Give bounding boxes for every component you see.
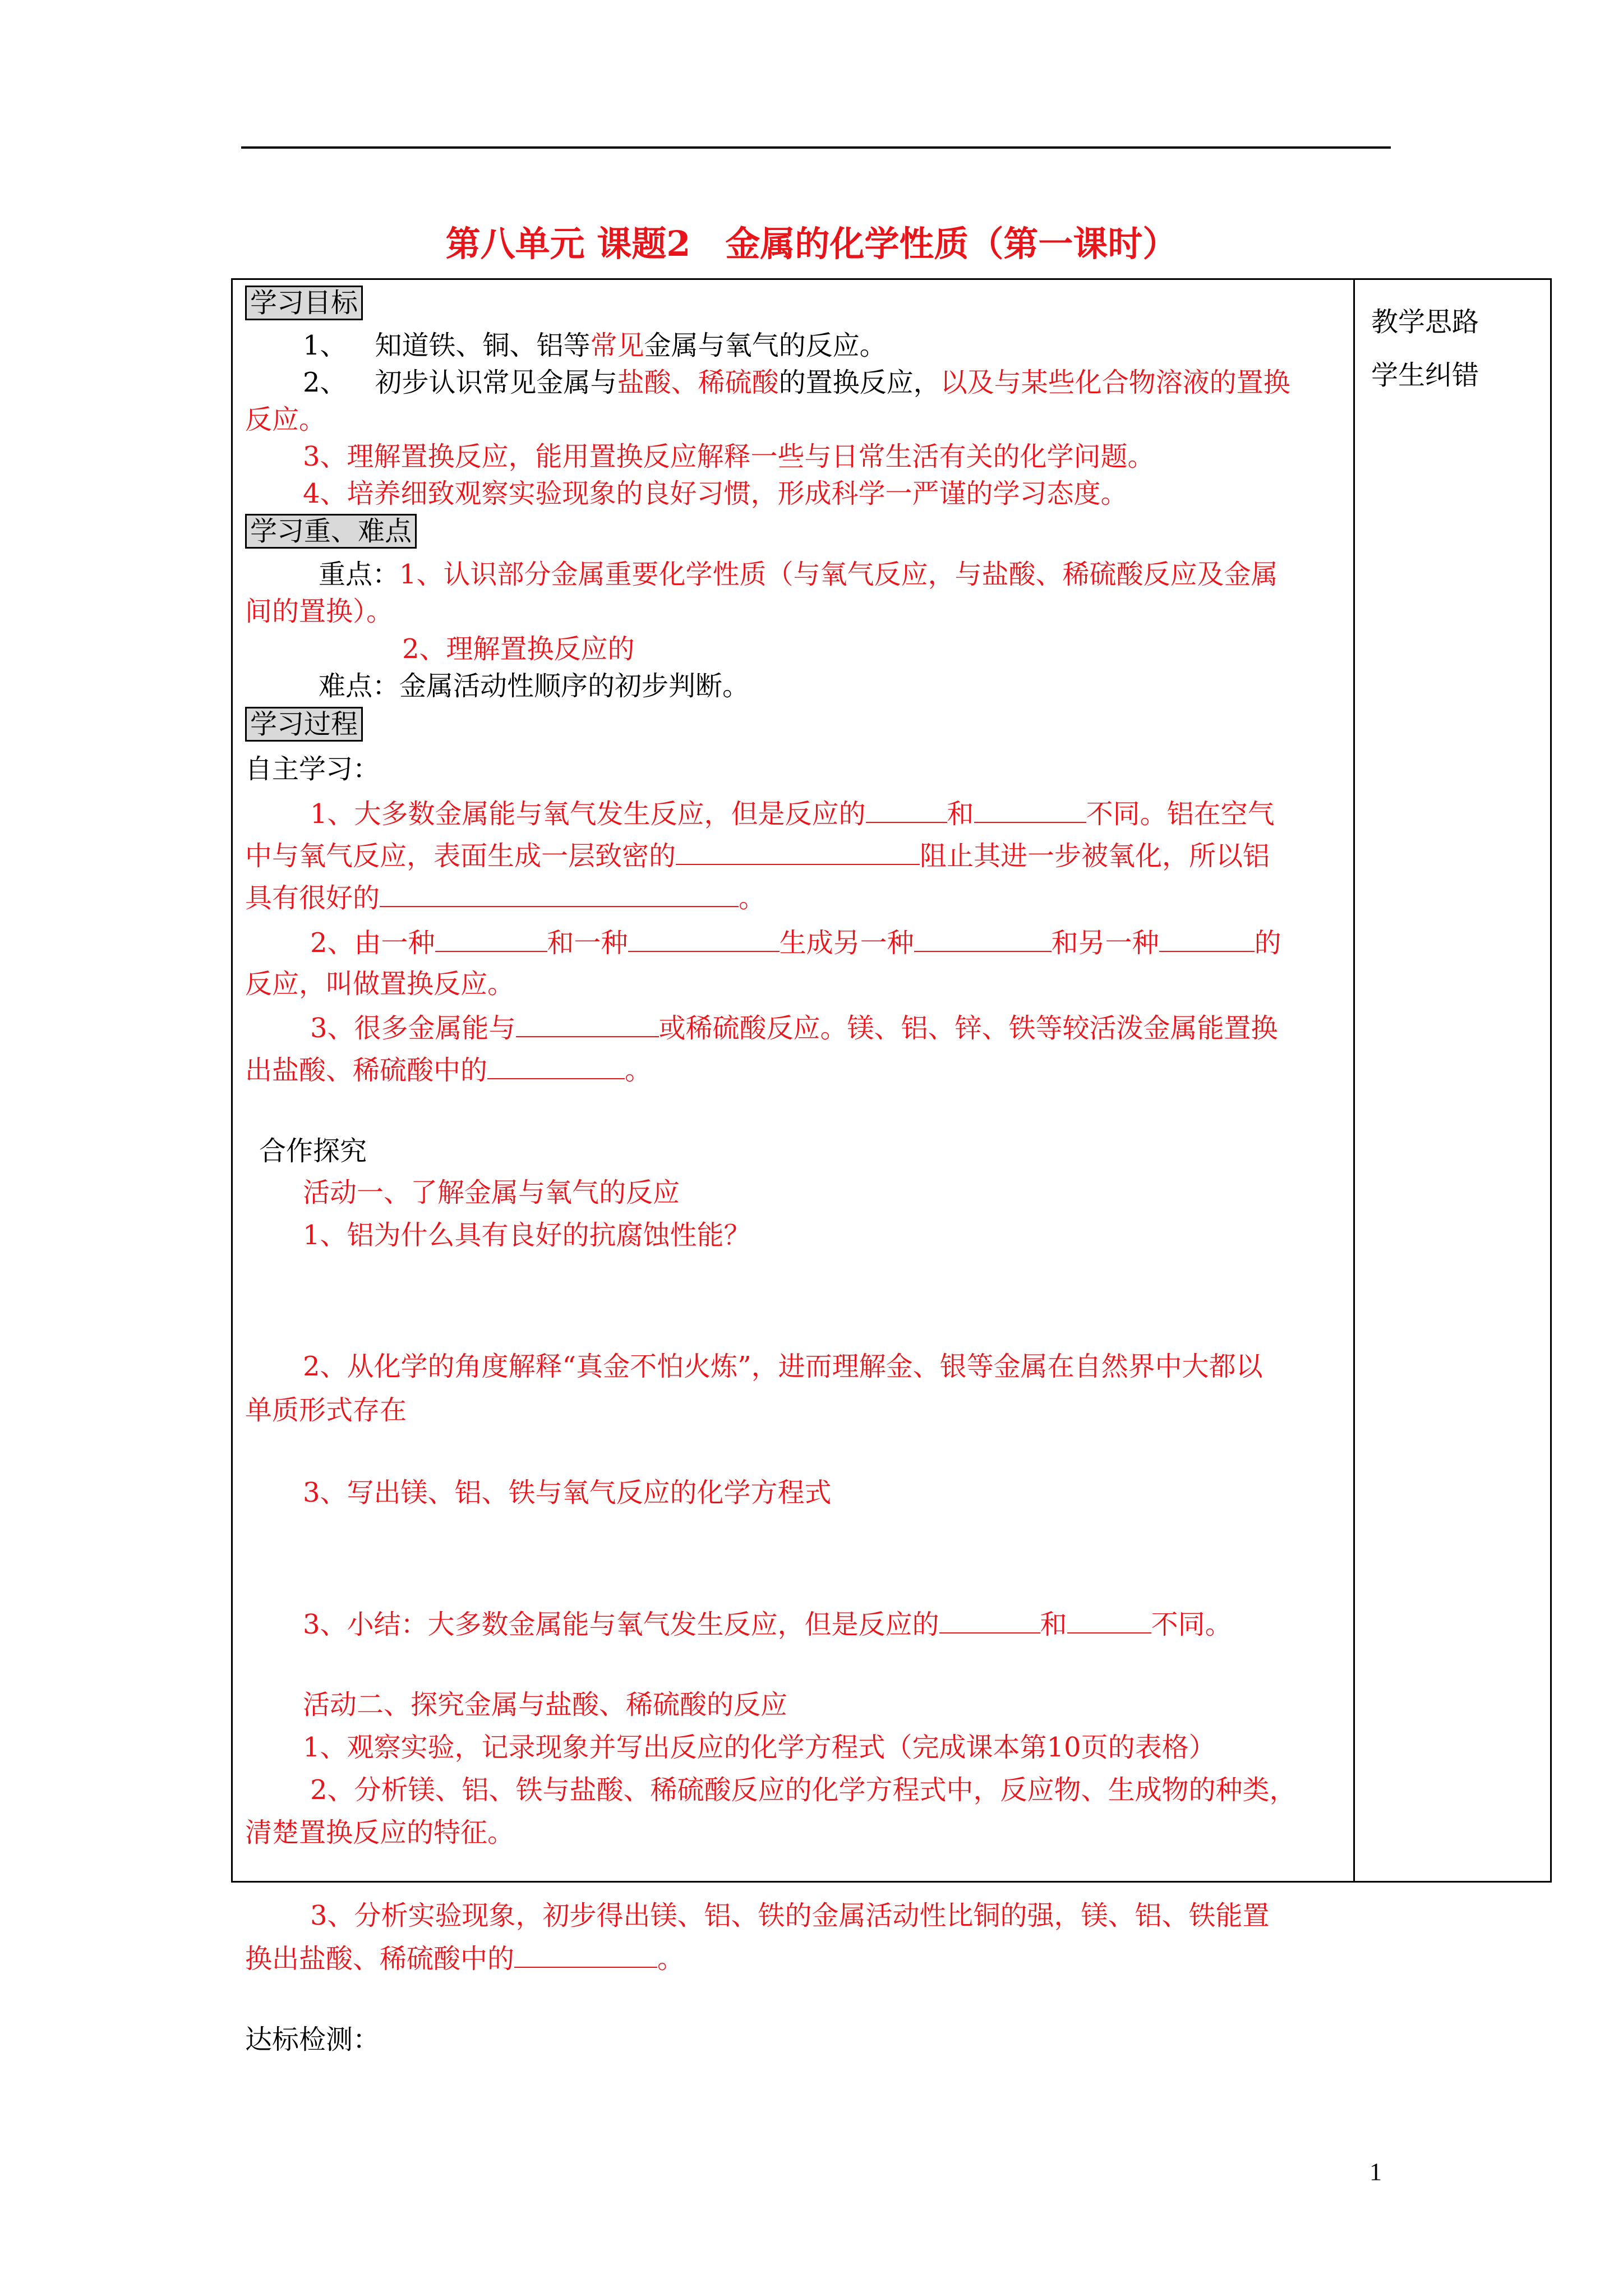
- difficulty: 难点：金属活动性顺序的初步判断。: [319, 670, 750, 702]
- section-heading-keypoints: [245, 518, 417, 545]
- activity-1-q1: 1、铝为什么具有良好的抗腐蚀性能？: [303, 1220, 751, 1251]
- side-note-teaching-approach: 教学思路: [1371, 306, 1479, 338]
- self-study-q2-line1: 2、由一种 和一种 生成另一种 和另一种 的: [310, 927, 1281, 959]
- blank[interactable]: [1067, 1610, 1151, 1634]
- blank[interactable]: [628, 928, 780, 952]
- self-study-q1-line3: 具有很好的 。: [245, 882, 766, 914]
- goal-2-cont: 反应。: [245, 404, 326, 435]
- goal-3: 3、理解置换反应，能用置换反应解释一些与日常生活有关的化学问题。: [303, 441, 1155, 472]
- page-number: 1: [1370, 2158, 1382, 2185]
- self-study-q1-line1: 1、大多数金属能与氧气发生反应，但是反应的 和 不同。铝在空气: [310, 798, 1275, 830]
- blank[interactable]: [914, 928, 1052, 952]
- goal-1: 1、 知道铁、铜、铝等常见金属与氧气的反应。: [303, 330, 887, 361]
- blank[interactable]: [514, 1944, 657, 1968]
- activity-2-q1: 1、观察实验，记录现象并写出反应的化学方程式（完成课本第10页的表格）: [303, 1732, 1216, 1763]
- keypoints-heading: 学习重、难点: [245, 514, 417, 549]
- blank[interactable]: [516, 1014, 659, 1037]
- self-study-q2-line2: 反应，叫做置换反应。: [245, 968, 515, 1000]
- blank[interactable]: [435, 928, 547, 952]
- activity-2-q2-line2: 清楚置换反应的特征。: [245, 1817, 515, 1848]
- activity-2-heading: 活动二、探究金属与盐酸、稀硫酸的反应: [303, 1689, 788, 1720]
- key-point-1-cont: 间的置换）。: [245, 596, 394, 627]
- self-study-q1-line2: 中与氧气反应，表面生成一层致密的 阻止其进一步被氧化，所以铝: [245, 840, 1270, 872]
- activity-2-q3-line2: 换出盐酸、稀硫酸中的 。: [245, 1943, 685, 1975]
- key-point-2: 2、理解置换反应的: [402, 633, 635, 665]
- side-note-error-correction: 学生纠错: [1371, 360, 1479, 391]
- section-heading-goals: [245, 287, 363, 319]
- self-study-label: 自主学习：: [245, 753, 380, 785]
- activity-1-q2-line2: 单质形式存在: [245, 1395, 407, 1426]
- blank[interactable]: [974, 799, 1086, 823]
- blank[interactable]: [487, 1056, 625, 1079]
- goal-2: 2、 初步认识常见金属与盐酸、稀硫酸的置换反应，以及与某些化合物溶液的置换: [303, 367, 1290, 398]
- self-study-q3-line1: 3、很多金属能与 或稀硫酸反应。镁、铝、锌、铁等较活泼金属能置换: [310, 1013, 1278, 1044]
- goal-4: 4、培养细致观察实验现象的良好习惯，形成科学一严谨的学习态度。: [303, 478, 1128, 509]
- header-rule: [241, 146, 1391, 149]
- activity-2-q2-line1: 2、分析镁、铝、铁与盐酸、稀硫酸反应的化学方程式中，反应物、生成物的种类，: [310, 1774, 1297, 1806]
- goals-heading: 学习目标: [245, 286, 363, 320]
- activity-1-q3: 3、写出镁、铝、铁与氧气反应的化学方程式: [303, 1477, 832, 1508]
- cooperate-heading: 合作探究: [259, 1135, 367, 1167]
- check-label: 达标检测：: [245, 2024, 380, 2055]
- section-heading-process: [245, 708, 363, 740]
- activity-1-q2-line1: 2、从化学的角度解释“真金不怕火炼”，进而理解金、银等金属在自然界中大都以: [303, 1351, 1263, 1382]
- process-heading: 学习过程: [245, 707, 363, 742]
- activity-1-summary: 3、小结：大多数金属能与氧气发生反应，但是反应的 和 不同。: [303, 1609, 1232, 1640]
- blank[interactable]: [676, 841, 920, 865]
- activity-1-heading: 活动一、了解金属与氧气的反应: [303, 1177, 680, 1208]
- blank[interactable]: [939, 1610, 1040, 1634]
- blank[interactable]: [1159, 928, 1255, 952]
- blank[interactable]: [380, 884, 739, 907]
- self-study-q3-line2: 出盐酸、稀硫酸中的 。: [245, 1055, 652, 1086]
- column-divider: [1353, 278, 1355, 1883]
- blank[interactable]: [866, 799, 947, 823]
- page-title: 第八单元 课题2 金属的化学性质（第一课时）: [445, 223, 1178, 264]
- activity-2-q3-line1: 3、分析实验现象，初步得出镁、铝、铁的金属活动性比铜的强，镁、铝、铁能置: [310, 1900, 1270, 1931]
- key-point-1: 重点：1、认识部分金属重要化学性质（与氧气反应，与盐酸、稀硫酸反应及金属: [319, 559, 1278, 590]
